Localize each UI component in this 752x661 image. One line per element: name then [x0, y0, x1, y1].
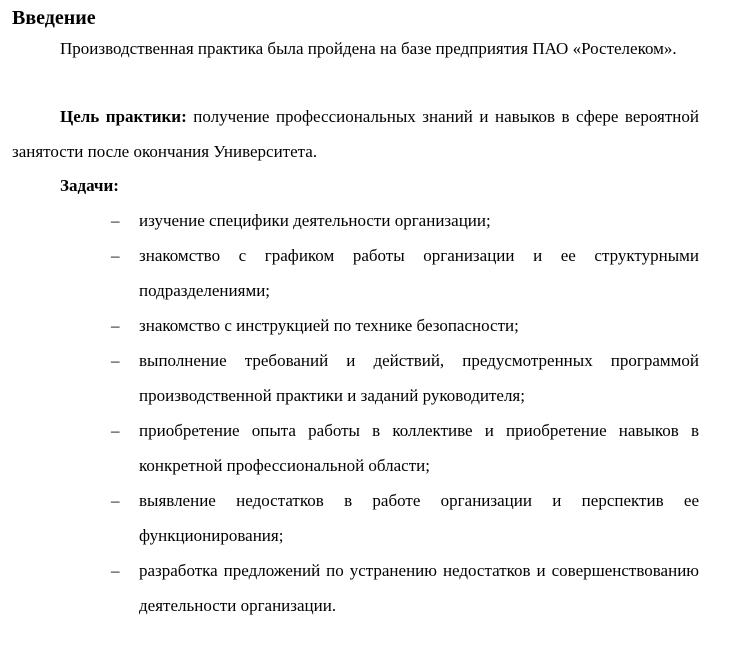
dash-bullet: – [111, 316, 120, 335]
dash-bullet: – [111, 421, 120, 440]
section-title: Введение [12, 7, 96, 29]
dash-bullet: – [111, 351, 120, 370]
list-item [0, 308, 699, 343]
list-item [0, 238, 699, 308]
dash-bullet: – [111, 211, 120, 230]
list-item [0, 483, 699, 553]
dash-bullet: – [111, 561, 120, 580]
list-item-text: выявление недостатков в работе организации и перспектив ее функционирования; [139, 491, 699, 545]
task-list [0, 203, 752, 623]
goal-paragraph-text: получение профессиональных знаний и навыков в сфере вероятной занятости после окончания Университета. [12, 107, 699, 161]
dash-bullet: – [111, 246, 120, 265]
list-item-text: приобретение опыта работы в коллективе и приобретение навыков в конкретной профессиональной области; [139, 421, 699, 475]
intro-paragraph-text: Производственная практика была пройдена на базе предприятия ПАО «Ростелеком». [60, 39, 677, 58]
tasks-heading: Задачи: [60, 176, 119, 195]
list-item [0, 413, 699, 483]
list-item [0, 553, 699, 623]
list-item-text: изучение специфики деятельности организации; [139, 211, 491, 230]
list-item-text: разработка предложений по устранению недостатков и совершенствованию деятельности организации. [139, 561, 699, 615]
list-item [0, 203, 699, 238]
intro-paragraph [12, 31, 699, 66]
list-item-text: знакомство с графиком работы организации и ее структурными подразделениями; [139, 246, 699, 300]
goal-paragraph [12, 99, 699, 169]
list-item [0, 343, 699, 413]
dash-bullet: – [111, 491, 120, 510]
list-item-text: выполнение требований и действий, предусмотренных программой производственной практики и заданий руководителя; [139, 351, 699, 405]
list-item-text: знакомство с инструкцией по технике безопасности; [139, 316, 519, 335]
goal-lead: Цель практики: [60, 107, 187, 126]
